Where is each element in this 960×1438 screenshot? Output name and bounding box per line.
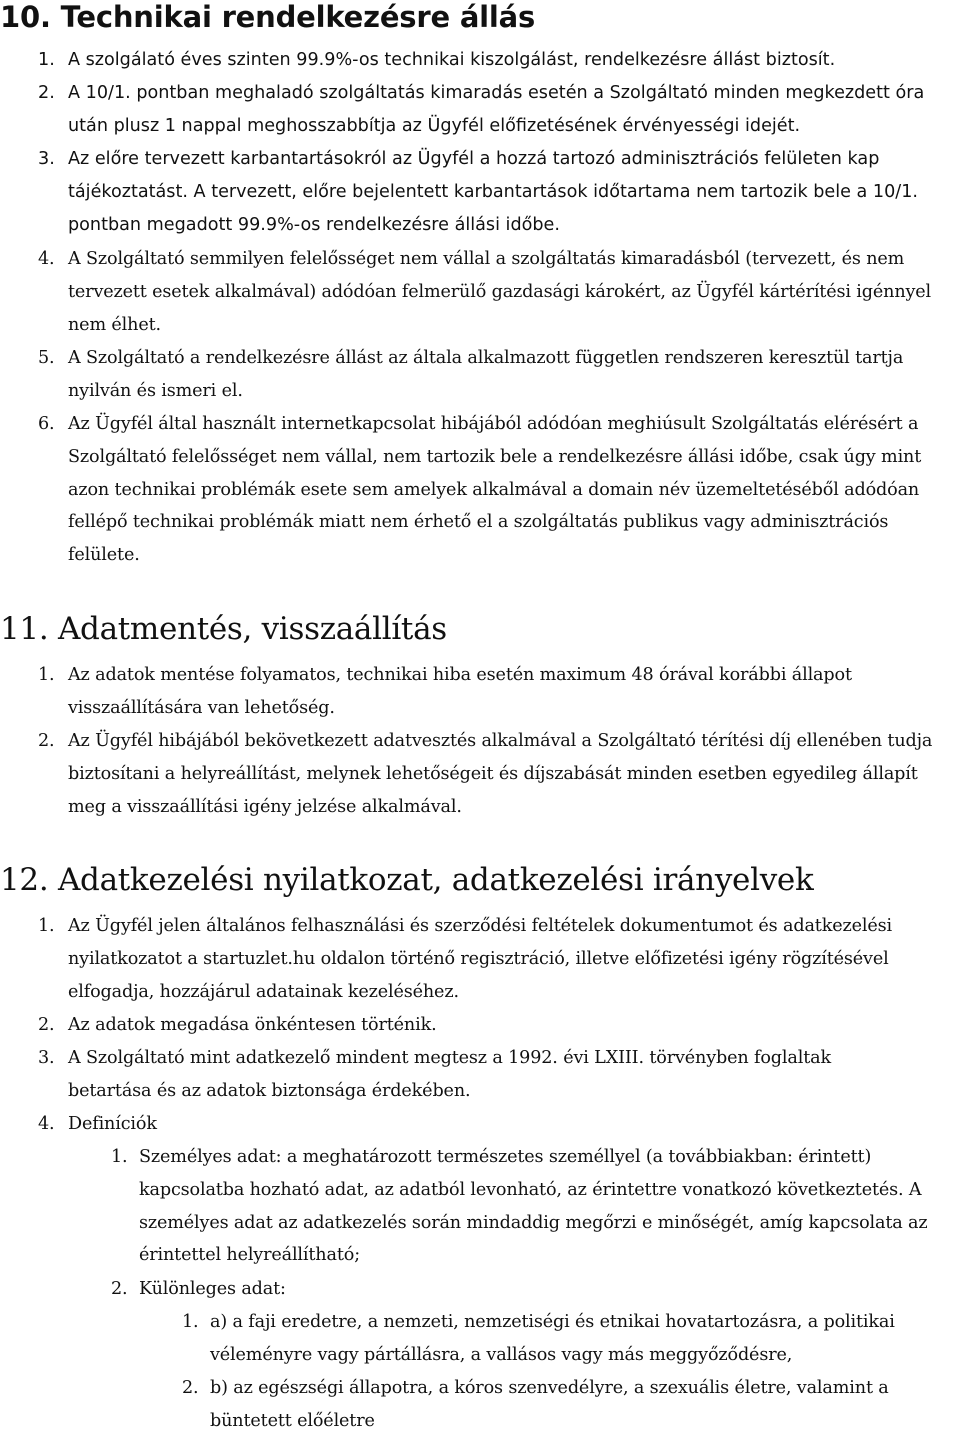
section-10-list-cont	[38, 243, 953, 573]
list-number: 1.	[182, 1312, 199, 1332]
list-item	[182, 1306, 955, 1372]
list-text: A 10/1. pontban meghaladó szolgáltatás kimaradás esetén a Szolgáltató minden megkezdett óra után plusz 1 nappal meghosszabbítja az Ügyfél előfizetésének érvényességi idejét.	[68, 83, 925, 136]
section-12-list	[38, 910, 908, 1141]
list-number: 1.	[38, 916, 55, 936]
list-item	[182, 1372, 955, 1438]
list-text: A szolgálató éves szinten 99.9%-os technikai kiszolgálást, rendelkezésre állást biztosít.	[68, 50, 836, 70]
list-text: A Szolgáltató semmilyen felelősséget nem vállal a szolgáltatás kimaradásból (tervezett, és nem tervezett esetek alkalmával) adódóan felmerülő gazdasági károkért, az Ügyfél kártérítési igénnyel nem élhet.	[68, 249, 932, 335]
list-text: Az adatok mentése folyamatos, technikai hiba esetén maximum 48 órával korábbi állapot visszaállítására van lehetőség.	[68, 665, 852, 718]
list-text: A Szolgáltató a rendelkezésre állást az általa alkalmazott független rendszeren keresztül tartja nyilván és ismeri el.	[68, 348, 904, 401]
list-number: 4.	[38, 249, 55, 269]
list-number: 1.	[38, 50, 55, 70]
definitions-list	[111, 1141, 939, 1306]
list-item	[38, 408, 953, 573]
section-10-heading: 10. Technikai rendelkezésre állás	[0, 0, 536, 34]
list-number: 2.	[38, 83, 55, 103]
section-11-heading: 11. Adatmentés, visszaállítás	[0, 611, 447, 647]
list-text: b) az egészségi állapotra, a kóros szenvedélyre, a szexuális életre, valamint a büntetett előéletre	[210, 1378, 889, 1431]
list-item	[38, 725, 960, 824]
list-item	[38, 243, 953, 342]
list-number: 2.	[182, 1378, 199, 1398]
special-data-list	[182, 1306, 955, 1438]
list-text: Személyes adat: a meghatározott természetes személlyel (a továbbiakban: érintett) kapcsolatba hozható adat, az adatból levonható, az érintettre vonatkozó következtetés. A személyes adat az adatkezelés során mindaddig megőrzi e minőségét, amíg kapcsolata az érintettel helyreállítható;	[139, 1147, 928, 1266]
list-number: 4.	[38, 1114, 55, 1134]
list-text: Az előre tervezett karbantartásokról az Ügyfél a hozzá tartozó adminisztrációs felületen kap tájékoztatást. A tervezett, előre bejelentett karbantartások időtartama nem tartozik bele a 10/1. pontban megadott 99.9%-os rendelkezésre állási időbe.	[68, 149, 919, 235]
section-12-heading: 12. Adatkezelési nyilatkozat, adatkezelési irányelvek	[0, 862, 814, 898]
list-text: Különleges adat:	[139, 1279, 286, 1299]
list-number: 1.	[38, 665, 55, 685]
list-number: 5.	[38, 348, 55, 368]
list-item	[38, 77, 953, 143]
list-item	[38, 1042, 908, 1108]
section-10-list	[38, 44, 953, 242]
list-item	[111, 1273, 939, 1306]
list-number: 3.	[38, 149, 55, 169]
list-text: Definíciók	[68, 1114, 157, 1134]
list-number: 3.	[38, 1048, 55, 1068]
list-item	[38, 143, 953, 242]
list-number: 2.	[38, 1015, 55, 1035]
list-item	[38, 342, 953, 408]
list-number: 2.	[38, 731, 55, 751]
list-item	[111, 1141, 939, 1273]
list-item	[38, 1009, 908, 1042]
list-text: Az Ügyfél hibájából bekövetkezett adatvesztés alkalmával a Szolgáltató térítési díj ellenében tudja biztosítani a helyreállítást, melynek lehetőségeit és díjszabását minden esetben egyedileg állapít meg a visszaállítási igény jelzése alkalmával.	[68, 731, 933, 817]
list-item	[38, 910, 908, 1009]
list-text: a) a faji eredetre, a nemzeti, nemzetiségi és etnikai hovatartozásra, a politikai véleményre vagy pártállásra, a vallásos vagy más meggyőződésre,	[210, 1312, 895, 1365]
list-item	[38, 659, 960, 725]
list-text: A Szolgáltató mint adatkezelő mindent megtesz a 1992. évi LXIII. törvényben foglaltak betartása és az adatok biztonsága érdekében.	[68, 1048, 831, 1101]
section-11-list	[38, 659, 960, 824]
list-number: 2.	[111, 1279, 128, 1299]
list-text: Az Ügyfél jelen általános felhasználási és szerződési feltételek dokumentumot és adatkezelési nyilatkozatot a startuzlet.hu oldalon történő regisztráció, illetve előfizetési igény rögzítésével elfogadja, hozzájárul adatainak kezeléséhez.	[68, 916, 892, 1002]
list-text: Az Ügyfél által használt internetkapcsolat hibájából adódóan meghiúsult Szolgáltatás elérésért a Szolgáltató felelősséget nem vállal, nem tartozik bele a rendelkezésre állási időbe, csak úgy mint azon technikai problémák esete sem amelyek alkalmával a domain név üzemeltetéséből adódóan fellépő technikai problémák miatt nem érhető el a szolgáltatás publikus vagy adminisztrációs felülete.	[68, 414, 922, 566]
list-item	[38, 44, 953, 77]
list-number: 1.	[111, 1147, 128, 1167]
list-number: 6.	[38, 414, 55, 434]
list-text: Az adatok megadása önkéntesen történik.	[68, 1015, 437, 1035]
list-item	[38, 1108, 908, 1141]
